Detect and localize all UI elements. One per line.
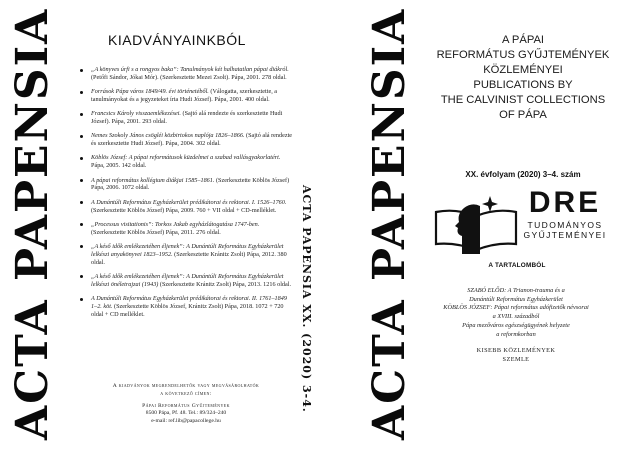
issue-number: XX. évfolyam (2020) 3–4. szám (465, 170, 581, 179)
title-line: OF PÁPA (499, 109, 547, 121)
publication-details: (Sajtó alá rendezte és szerkesztette Hudi József). Pápa, 2001. 293 oldal. (91, 110, 283, 126)
ordering-info (86, 383, 286, 426)
publication-title: Nemes Szokoly János csögléi közbirtokos naplója 1826–1866. (91, 132, 245, 140)
list-item (76, 177, 294, 193)
logo-line-1: TUDOMÁNYOS (527, 220, 603, 230)
toc-line: Dunántúli Református Egyházkerület (469, 295, 563, 303)
logo-line-2: GYŰJTEMÉNYEI (523, 230, 607, 240)
publication-details: (Szerkesztette Köblös József) Pápa, 2006. 1072 oldal. (91, 176, 290, 192)
book-profile-logo-icon (432, 190, 522, 260)
publication-details: Pápa, 2005. 142 oldal. (91, 162, 147, 170)
back-spine-title: ACTA PAPENSIA (7, 7, 58, 440)
publication-details: (Szerkesztette Köblös József) Pápa, 2009. 760 + VII oldal + CD-melléklet. (91, 206, 277, 214)
publication-title: Források Pápa város 1849/49. évi történetéből. (91, 88, 209, 96)
publication-title: Köblös József: A pápai reformátusok küzdelmei a szabad vallásgyakorlatért. (91, 154, 281, 162)
title-line: KÖZLEMÉNYEI (483, 64, 563, 76)
publisher-email: e-mail: ref.lib@papacollege.hu (151, 418, 221, 425)
toc-line: SZABÓ ELŐD: A Trianon-trauma és a (467, 287, 565, 294)
publisher-name: Pápai Református Gyűjtemények (142, 402, 230, 409)
toc-heading: A TARTALOMBÓL (488, 262, 546, 269)
publication-title: Francsics Károly visszaemlékezései. (91, 110, 181, 118)
title-line: REFORMÁTUS GYŰJTEMÉNYEK (436, 49, 610, 61)
front-spine-title: ACTA PAPENSIA (364, 7, 415, 440)
spine-text: ACTA PAPENSIA XX. (2020) 3-4. (300, 185, 313, 413)
title-line: A PÁPAI (501, 34, 545, 46)
toc-line: a reformkorban (496, 330, 536, 338)
publication-details: (Szerkesztette Kránitz Zsolt) Pápa, 2012. 380 oldal. (91, 250, 287, 266)
list-item (76, 221, 294, 237)
title-line: PUBLICATIONS BY (473, 79, 573, 91)
list-item (76, 273, 294, 289)
toc-line: a XVIII. századból (492, 313, 540, 321)
publication-title: A Dunántúli Református Egyházkerület prédikátorai és rektorai. II. 1761–1849 1–2. köt. (91, 295, 287, 310)
toc-footer-line: KISEBB KÖZLEMÉNYEK (476, 347, 556, 355)
publication-details: (Petőfi Sándor, Jókai Mór). (Szerkesztette Mezei Zsolt). Pápa, 2001. 278 oldal. (91, 73, 287, 81)
publisher-address: 8500 Pápa, Pf. 48. Tel.: 89/324–240 (145, 410, 227, 417)
list-item (76, 295, 294, 319)
publications-heading: KIADVÁNYAINKBÓL (108, 32, 246, 48)
orders-line-2: a következő címen: (160, 390, 212, 397)
table-of-contents (428, 287, 604, 365)
publication-details: (Sajtó alá rendezte és szerkesztette Hudi József). Pápa, 2004. 302 oldal. (91, 132, 293, 148)
list-item (76, 154, 294, 170)
publication-details: (Válogatta, szerkesztette, a tanulmányokat és a jegyzeteket írta Hudi József). Pápa, 2001. 400 oldal. (91, 88, 278, 104)
logo-mark-text: DRE (528, 186, 602, 219)
list-item (76, 88, 294, 104)
publication-title: „A késő idők emlékezetében éljenek”: A Dunántúli Református Egyházkerület lelkészi önéletrajzai (1943) (91, 272, 284, 288)
list-item (76, 110, 294, 126)
list-item (76, 132, 294, 148)
list-item (76, 243, 294, 267)
publication-title: A pápai református kollégium diákjai 1585–1861. (91, 176, 215, 184)
list-item (76, 199, 294, 215)
toc-footer-line: SZEMLE (502, 355, 530, 363)
publication-title: A Dunántúli Református Egyházkerület prédikátorai és rektorai. I. 1526–1760. (91, 198, 287, 206)
toc-line: Pápa mezőváros egészségügyének helyzete (462, 321, 570, 329)
publication-details: (Szerkesztette Kránitz Zsolt) Pápa, 2013. 1216 oldal. (159, 280, 292, 288)
title-line: THE CALVINIST COLLECTIONS (440, 94, 606, 106)
logo-wordmark (520, 186, 610, 240)
orders-line-1: A kiadványok megrendelhetők vagy megvásárolhatók (112, 383, 260, 389)
list-item (76, 66, 294, 82)
publication-title: „Processus visitationis”: Torkos Jakab egyházlátogatása 1747-ben. (91, 220, 260, 228)
publication-details: (Szerkesztette Köblös József, Kránitz Zsolt) Pápa, 2018. 1072 + 720 oldal + CD melléklet. (91, 302, 284, 318)
toc-line: KÖBLÖS JÓZSEF: Pápai református adófizetők névsorai (443, 304, 589, 312)
publications-list (76, 66, 294, 325)
journal-title (428, 33, 618, 123)
publication-title: „A könyves úrfi s a rongyos baka”: Tanulmányok két halhatatlan pápai diákról. (91, 66, 289, 73)
publication-title: „A késő idők emlékezetében éljenek”: A Dunántúli Református Egyházkerület lelkészi anyakönyvei 1823–1952. (91, 242, 284, 258)
publication-details: (Szerkesztette Köblös József) Pápa, 2011. 276 oldal. (91, 228, 221, 236)
